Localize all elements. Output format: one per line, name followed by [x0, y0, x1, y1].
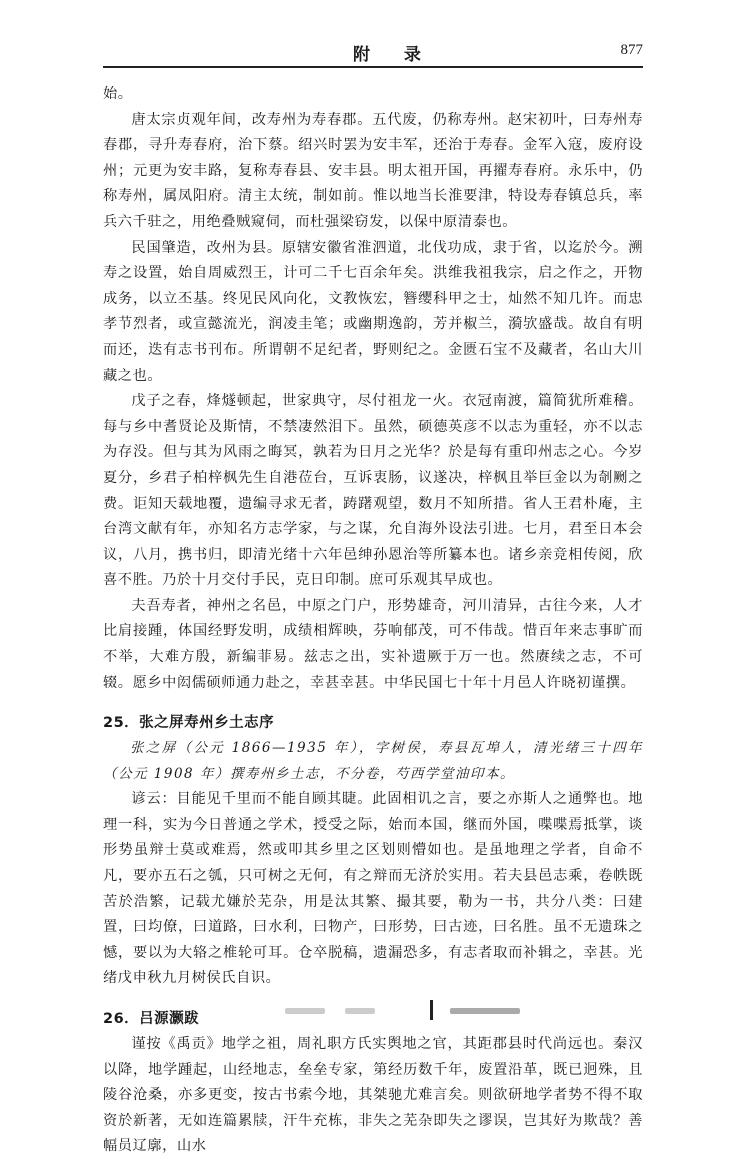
scan-noise — [345, 1008, 375, 1014]
section-25-body: 谚云：目能见千里而不能自顾其睫。此固相讥之言，要之亦斯人之通弊也。地理一科，实为今日普通之学术，授受之际，始而本国，继而外国，喋喋焉抵掌，谈形势虽辩士莫或难焉，然或叩其乡里之区划则懵如也。是虽地理之学者，自命不凡，要亦五石之瓠，只可树之无何，有之辩而无济於实用。若夫县邑志乘，卷帙既苦於浩繁，记载尤嫌於芜杂，用是汰其繁、撮其要，勒为一书，共分八类：曰建置，曰均僚，曰道路，曰水利，曰物产，曰形势，曰古迹，曰名胜。虽不无遗珠之憾，要以为大辂之椎轮可耳。仓卒脱稿，遗漏恐多，有志者取而补辑之，幸甚。光绪戊申秋九月树侯氏自识。 — [103, 791, 643, 987]
paragraph-continuation: 始。 — [103, 86, 133, 102]
header-rule — [103, 66, 643, 68]
paragraph: 戊子之春，烽燧顿起，世家典守，尽付祖龙一火。衣冠南渡，篇简犹所难稽。每与乡中耆贤论及斯情，不禁凄然泪下。虽然，硕德英彦不以志为重轻，亦不以志为存没。但与其为风雨之晦冥，孰若为日月之光华？於是每有重印州志之心。今岁夏分，乡君子柏梓枫先生自港莅台，互诉衷肠，议遂决，梓枫且举巨金以为剞劂之费。讵知天载地覆，遗编寻求无者，踌躇观望，数月不知所措。省人王君朴庵，主台湾文献有年，亦知名方志学家，与之谋，允自海外设法引进。七月，君至日本会议，八月，携书归，即清光绪十六年邑绅孙恩治等所纂本也。诸乡亲竞相传阅，欣喜不胜。乃於十月交付手民，克日印制。庶可乐观其早成也。 — [103, 393, 643, 589]
page-number: 877 — [620, 42, 643, 58]
page-header — [103, 40, 643, 66]
page-body — [103, 82, 643, 1160]
scan-artifact — [285, 1000, 525, 1020]
running-title: 附 录 — [353, 45, 435, 65]
paragraph: 夫吾寿者，神州之名邑，中原之门户，形势雄奇，河川清异，古往今来，人才比肩接踵，体国经野发明，成绩相辉映，芬响郁茂，可不伟哉。惜百年来志事旷而不举，大难方殷，新编菲易。兹志之出，实补遗厥于万一也。然赓续之志，不可辍。愿乡中闳儒硕师通力赴之，幸甚幸甚。中华民国七十年十月邑人许晓初谨撰。 — [103, 597, 643, 691]
scan-noise — [450, 1008, 520, 1014]
paragraph: 唐太宗贞观年间，改寿州为寿春郡。五代废，仍称寿州。赵宋初叶，曰寿州寿春郡，寻升寿春府，治下蔡。绍兴时罢为安丰军，还治于寿春。金军入寇，废府设州；元更为安丰路，复称寿春县、安丰县。明太祖开国，再擢寿春府。永乐中，仍称寿州，属凤阳府。清主太统，制如前。惟以地当长淮要津，特设寿春镇总兵，率兵六千驻之，用绝叠贼窥伺，而杜强梁窃发，以保中原清泰也。 — [103, 111, 643, 230]
scan-noise — [285, 1008, 325, 1014]
scan-bar — [430, 1000, 433, 1020]
paragraph: 民国肇造，改州为县。原辖安徽省淮泗道，北伐功成，隶于省，以迄於今。溯寿之设置，始自周威烈王，计可二千七百余年矣。洪维我祖我宗，启之作之，开物成务，以立丕基。终见民风向化，文教恢宏，簪缨科甲之士，灿然不知几许。而忠孝节烈者，或宣懿流光，润凌圭笔；或幽期逸韵，芳并椒兰，漪欤盛哉。故自有明而还，迭有志书刊布。所谓朝不足纪者，野则纪之。金匮石宝不及藏者，名山大川藏之也。 — [103, 239, 643, 384]
section-25-heading: 25．张之屏寿州乡土志序 — [103, 715, 275, 732]
section-26-body: 谨按《禹贡》地学之祖，周礼职方氏实舆地之官，其距郡县时代尚远也。秦汉以降，地学踵起，山经地志，垒垒专家，第经历数千年，废置沿革，既已迥殊，且陵谷沧桑，亦多更变，按古书索今地，其桀驰尤难言矣。则欲研地学者势不得不取资於新著，无如连篇累牍，汗牛充栋，非失之芜杂即失之谬误，岂其好为欺哉？善幅员辽廓，山水 — [103, 1036, 643, 1155]
section-25-note: 张之屏（公元 1866—1935 年），字树侯，寿县瓦埠人，清光绪三十四年（公元 1908 年）撰寿州乡土志，不分卷，芍西学堂油印本。 — [103, 740, 643, 782]
section-26-heading: 26．吕源灏跋 — [103, 1011, 200, 1027]
